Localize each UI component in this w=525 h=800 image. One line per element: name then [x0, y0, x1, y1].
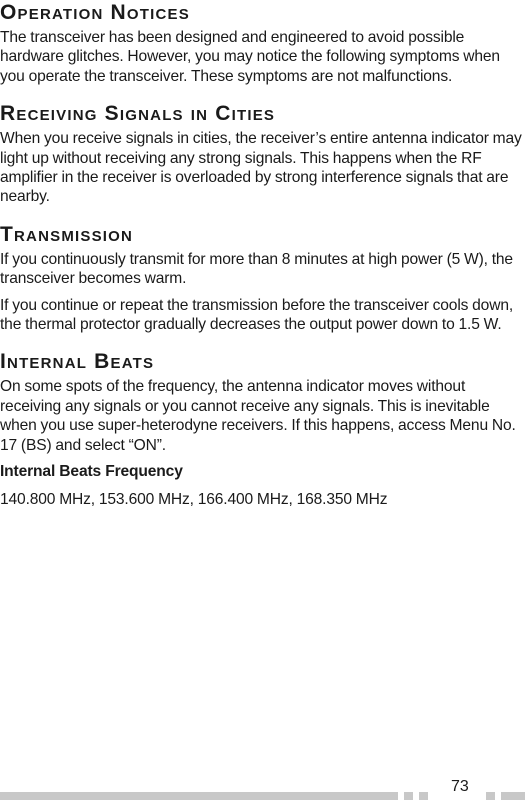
- page-number: 73: [451, 778, 469, 795]
- section-heading: Internal Beats: [0, 350, 155, 374]
- frequency-list: 140.800 MHz, 153.600 MHz, 166.400 MHz, 168.350 MHz: [0, 490, 388, 508]
- section-heading: Receiving Signals in Cities: [0, 102, 276, 126]
- footer-bar: [0, 792, 398, 800]
- paragraph: If you continue or repeat the transmission before the transceiver cools down, the thermal protector gradually decreases the output power down to 1.5 W.: [0, 296, 514, 334]
- section-heading: Operation Notices: [0, 1, 190, 24]
- sub-heading: Internal Beats Frequency: [0, 463, 183, 481]
- section-transmission: [0, 224, 523, 335]
- section-heading: Transmission: [0, 222, 134, 246]
- footer-bar-segment: [486, 792, 495, 800]
- footer-bar-segment: [419, 792, 428, 800]
- page-content: [0, 2, 523, 526]
- paragraph: When you receive signals in cities, the receiver’s entire antenna indicator may light up without receiving any strong signals. This happens when the RF amplifier in the receiver is overloaded by strong interference signals that are nearby.: [0, 130, 522, 206]
- paragraph: On some spots of the frequency, the antenna indicator moves without receiving any signals or you cannot receive any signals. This is inevitable when you use super-heterodyne receivers. If this happens, access Menu No. 17 (BS) and select “ON”.: [0, 378, 516, 454]
- footer-bar-segment: [501, 792, 525, 800]
- paragraph: The transceiver has been designed and engineered to avoid possible hardware glitches. However, you may notice the following symptoms when you operate the transceiver. These symptoms are not malfunctions.: [0, 29, 500, 85]
- footer-bar-segment: [404, 792, 413, 800]
- section-receiving-signals-in-cities: [0, 103, 523, 207]
- section-operation-notices: [0, 2, 523, 86]
- paragraph: If you continuously transmit for more than 8 minutes at high power (5 W), the transceiver becomes warm.: [0, 250, 513, 288]
- page-footer: [0, 778, 525, 800]
- section-internal-beats: [0, 351, 523, 508]
